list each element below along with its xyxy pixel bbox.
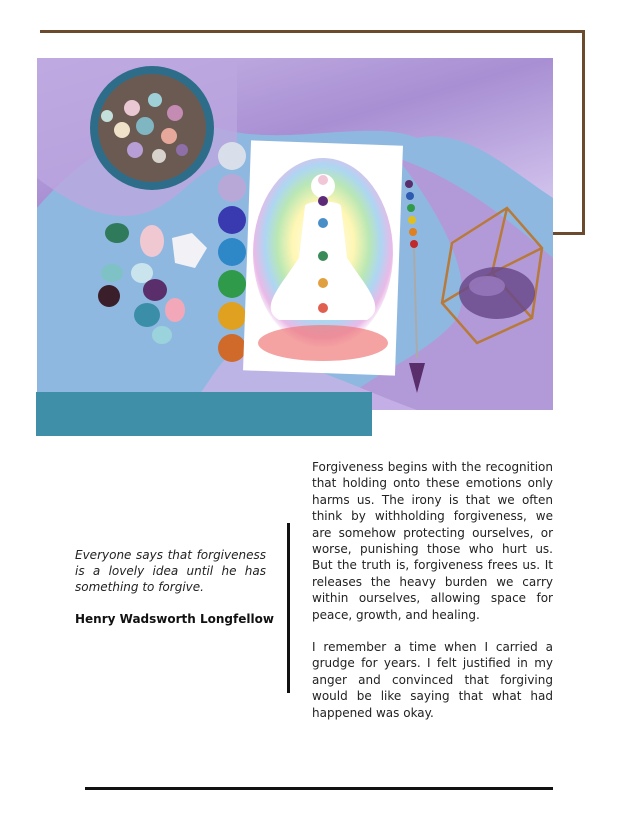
quote-author: Henry Wadsworth Longfellow [75,612,274,626]
pull-quote: Everyone says that forgiveness is a lovely idea until he has something to forgive. [75,548,266,594]
vertical-divider [287,523,290,693]
body-paragraph: I remember a time when I carried a grudge for years. I felt justified in my anger and convinced that forgiving would be like saying that what had happened was okay. [312,640,553,720]
chakra-meditation-photo [37,58,553,410]
decorative-frame-right [582,30,585,235]
footer-rule [85,787,553,790]
teal-accent-block [36,392,372,436]
decorative-frame-corner [550,232,585,235]
body-paragraph: Forgiveness begins with the recognition that holding onto these emotions only harms us. The irony is that we often think by withholding forgiveness, we are somehow protecting ourselves, or worse, punishing those who hurt us. But the truth is, forgiveness frees us. It releases the heavy burden we carry within ourselves, allowing space for peace, growth, and healing. [312,460,553,622]
decorative-frame-top [40,30,585,33]
body-text-column [312,459,553,721]
